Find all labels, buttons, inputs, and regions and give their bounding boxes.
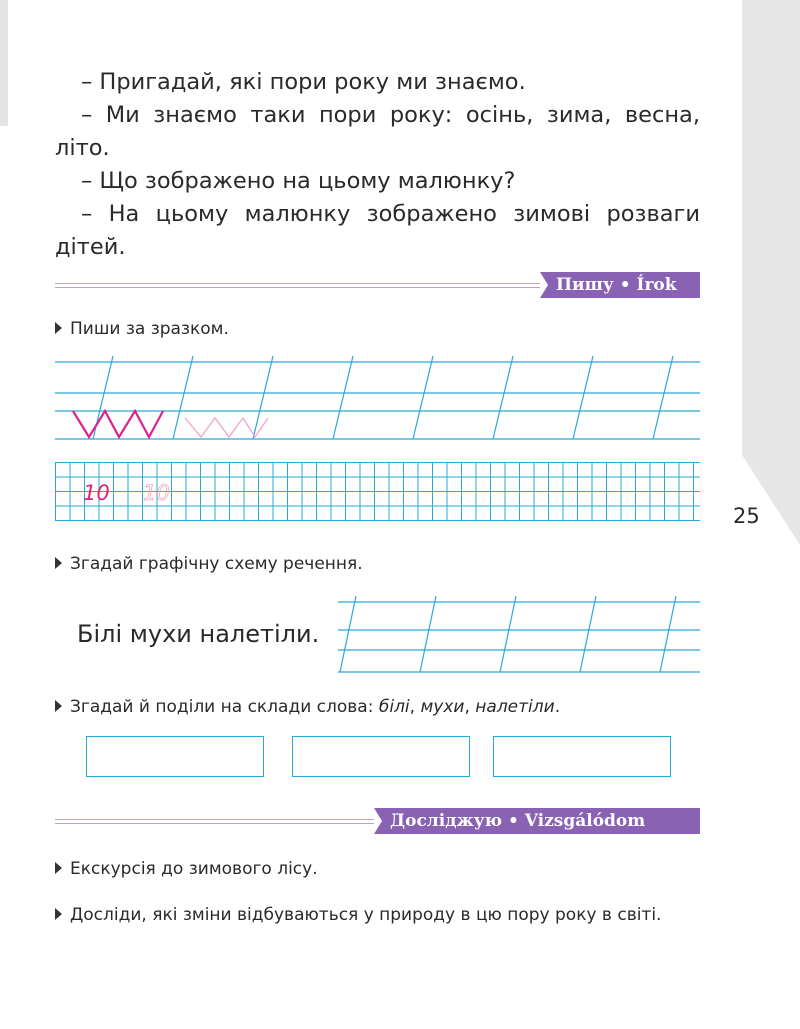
handwriting-lines <box>55 356 700 441</box>
syllable-answer-box[interactable] <box>493 736 671 777</box>
task-text: Згадай й поділи на склади слова: <box>70 697 379 717</box>
task-text: Досліди, які зміни відбуваються у природу в цю пору року в світі. <box>70 905 662 925</box>
word-mukhy: мухи <box>420 697 465 717</box>
bullet-icon <box>55 322 62 334</box>
dialogue-line: – Що зображено на цьому малюнку? <box>81 168 516 194</box>
sample-letter-stroke <box>73 411 163 437</box>
syllable-answer-box[interactable] <box>86 736 264 777</box>
section-divider-research <box>55 819 377 824</box>
task-text: Згадай графічну схему речення. <box>70 554 363 574</box>
task-copy-sample <box>55 316 229 342</box>
bullet-icon <box>55 700 62 712</box>
dialogue-line: – Ми знаємо таки пори року: осінь, зима, весна, літо. <box>55 102 700 161</box>
sentence-panel <box>55 590 700 680</box>
trace-number: 10 <box>143 481 170 505</box>
task-excursion <box>55 856 318 882</box>
section-title-writing: Пишу • Írok <box>540 272 700 298</box>
sentence-text: Білі мухи налетіли. <box>77 620 320 648</box>
page-number: 25 <box>733 504 760 528</box>
sentence-scheme-lines <box>338 596 700 674</box>
dialogue-text <box>55 66 700 264</box>
bullet-icon <box>55 862 62 874</box>
section-title-research: Досліджую • Vizsgálódom <box>374 808 700 834</box>
word-bili: білі <box>378 697 410 717</box>
word-naletily: налетіли <box>475 697 555 717</box>
task-syllables: Згадай й поділи на склади слова: білі, мухи, налетіли. <box>55 694 560 720</box>
task-text: Екскурсія до зимового лісу. <box>70 859 318 879</box>
section-divider-writing <box>55 283 543 288</box>
sample-number: 10 <box>83 481 110 505</box>
dialogue-line: – На цьому малюнку зображено зимові розваги дітей. <box>55 201 700 260</box>
task-sentence-scheme <box>55 551 363 577</box>
task-explore <box>55 902 705 928</box>
task-text: Пиши за зразком. <box>70 319 229 339</box>
bullet-icon <box>55 908 62 920</box>
syllable-answer-box[interactable] <box>292 736 470 777</box>
bullet-icon <box>55 557 62 569</box>
digit-grid <box>55 462 700 521</box>
page-edge-tab <box>0 0 8 126</box>
dialogue-line: – Пригадай, які пори року ми знаємо. <box>81 69 526 95</box>
